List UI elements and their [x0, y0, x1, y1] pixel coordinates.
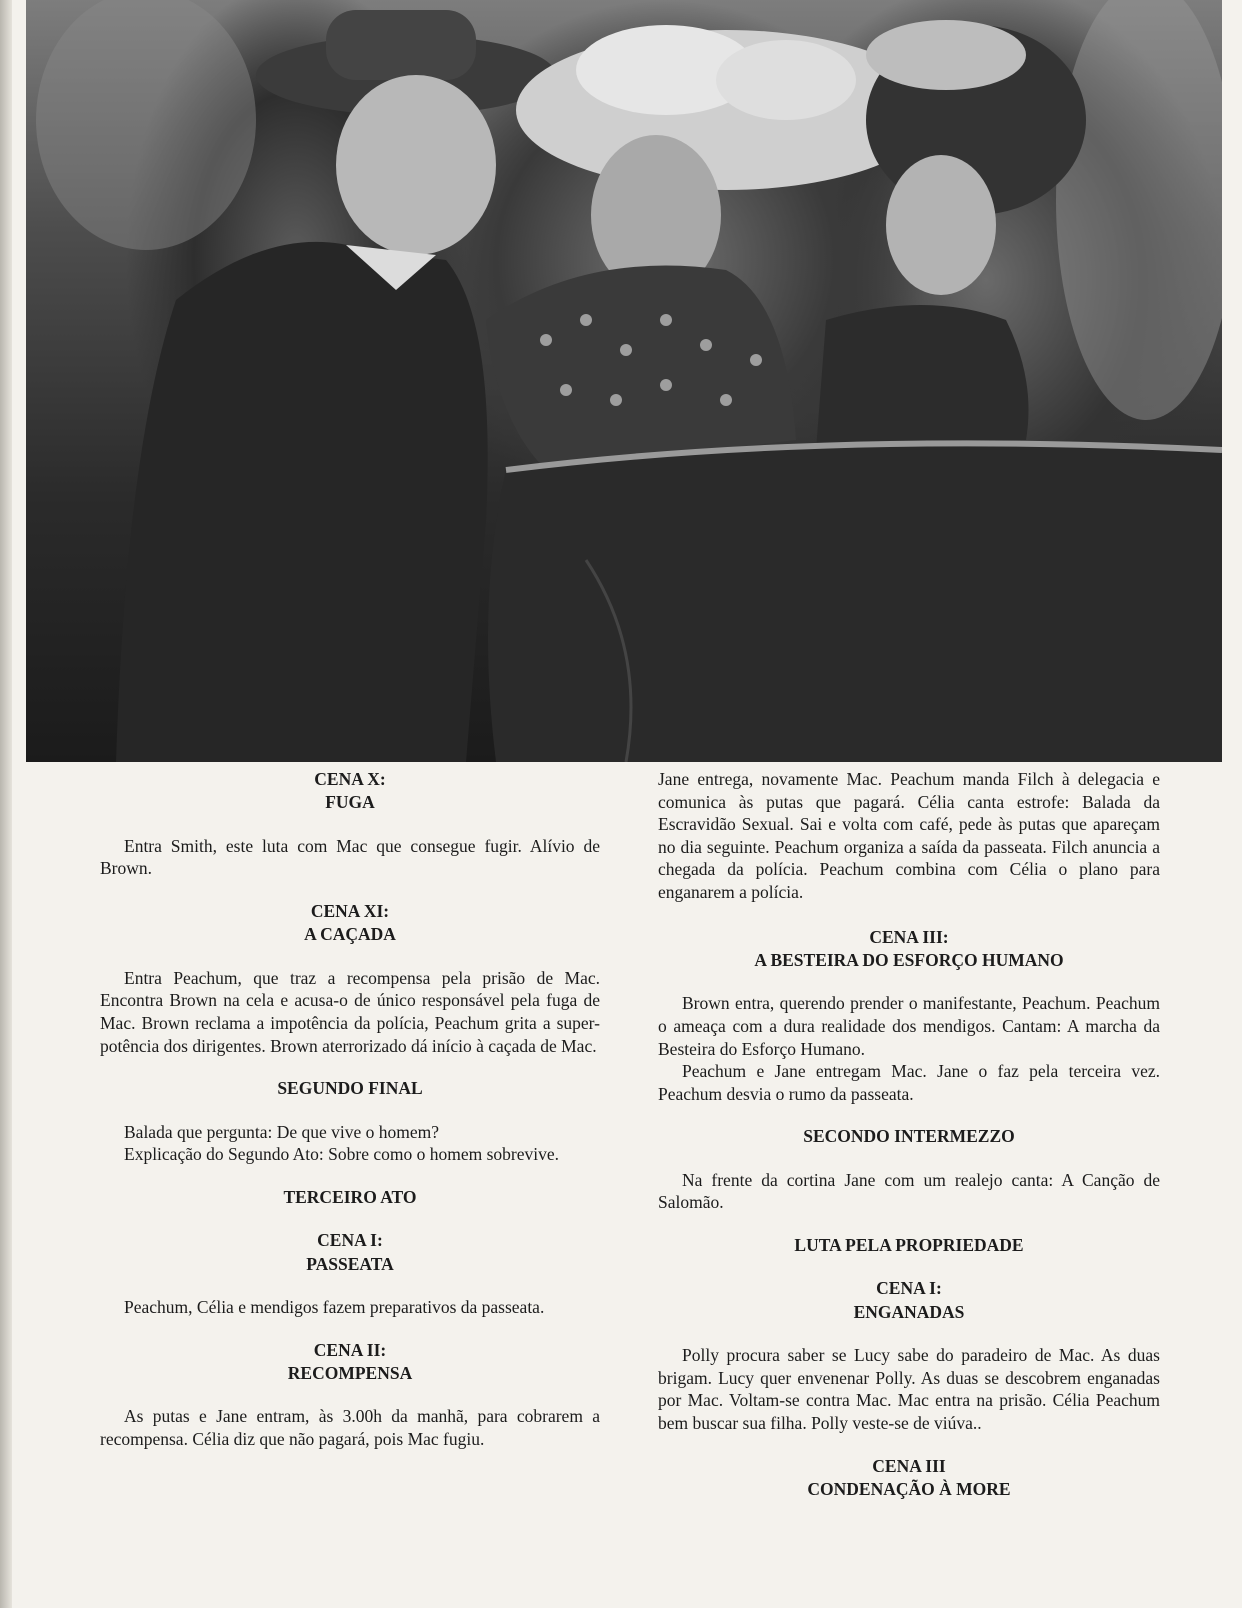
page-binding-edge	[0, 0, 12, 1608]
left-column	[100, 768, 600, 1451]
scene-title: PASSEATA	[306, 1253, 394, 1274]
scene-number: CENA X:	[314, 769, 386, 789]
film-still-photo	[26, 0, 1222, 762]
scene-number: CENA III	[872, 1455, 946, 1476]
section-heading-secondo-intermezzo: SECONDO INTERMEZZO	[803, 1126, 1015, 1147]
scene-paragraph: Peachum e Jane entregam Mac. Jane o faz pela terceira vez. Peachum desvia o rumo da passeata.	[658, 1061, 1160, 1104]
scene-heading-cena-xi	[100, 900, 600, 947]
section-heading-luta-pela-propriedade: LUTA PELA PROPRIEDADE	[794, 1234, 1024, 1255]
scene-paragraph: Polly procura saber se Lucy sabe do paradeiro de Mac. As duas brigam. Lucy quer envenenar Polly. As duas se descobrem enganadas por Mac. Voltam-se contra Mac. Mac entra na prisão. Célia Peachum bem buscar sua filha. Polly veste-se de viúva..	[658, 1345, 1160, 1433]
scene-title: A CAÇADA	[304, 924, 396, 945]
scene-paragraph: Entra Peachum, que traz a recompensa pela prisão de Mac. Encontra Brown na cela e acusa-o de único responsável pela fuga de Mac. Brown reclama a impotência da polícia, Peachum grita a super-potência dos dirigentes. Brown aterrorizado dá início à caçada de Mac.	[100, 967, 600, 1056]
scene-number: CENA XI:	[310, 901, 390, 921]
scene-paragraph: As putas e Jane entram, às 3.00h da manhã, para cobrarem a recompensa. Célia diz que não pagará, pois Mac fugiu.	[100, 1406, 600, 1449]
right-column	[658, 768, 1160, 1501]
scene-heading-cena-iii	[658, 926, 1160, 973]
scene-title: FUGA	[325, 792, 375, 813]
scene-paragraph: Entra Smith, este luta com Mac que consegue fugir. Alívio de Brown.	[100, 835, 600, 879]
scene-heading-cena-i	[100, 1229, 600, 1276]
scene-number: CENA I:	[876, 1278, 942, 1299]
scene-paragraph: Na frente da cortina Jane com um realejo canta: A Canção de Salomão.	[658, 1169, 1160, 1213]
scene-title: CONDENAÇÃO À MORE	[807, 1478, 1011, 1499]
scene-paragraph: Peachum, Célia e mendigos fazem preparativos da passeata.	[124, 1297, 545, 1317]
scene-paragraph-continuation: Jane entrega, novamente Mac. Peachum manda Filch à delegacia e comunica às putas que pagará. Célia canta estrofe: Balada da Escravidão Sexual. Sai e volta com café, pede às putas que apareçam no dia seguinte. Peachum organiza a saída da passeata. Filch anuncia a chegada da polícia. Peachum combina com Célia o plano para enganarem a polícia.	[658, 769, 1160, 902]
photo-figures-icon	[26, 0, 1222, 762]
section-heading-segundo-final: SEGUNDO FINAL	[277, 1078, 423, 1099]
scene-number: CENA III:	[869, 926, 949, 947]
scene-title: ENGANADAS	[853, 1301, 965, 1322]
act-heading-terceiro-ato: TERCEIRO ATO	[283, 1186, 417, 1207]
scene-title: RECOMPENSA	[287, 1363, 413, 1383]
scene-number: CENA I:	[317, 1230, 383, 1251]
scene-heading-cena-ii	[100, 1339, 600, 1386]
scene-heading-cena-x	[100, 768, 600, 815]
scene-paragraph: Brown entra, querendo prender o manifestante, Peachum. Peachum o ameaça com a dura realidade dos mendigos. Cantam: A marcha da Besteira do Esforço Humano.	[658, 993, 1160, 1059]
scene-paragraph: Explicação do Segundo Ato: Sobre como o homem sobrevive.	[124, 1144, 559, 1165]
scene-paragraph: Balada que pergunta: De que vive o homem?	[124, 1121, 440, 1142]
scene-number: CENA II:	[313, 1339, 387, 1360]
scene-heading-cena-iii-condenacao	[658, 1455, 1160, 1502]
scene-heading-cena-i-enganadas	[658, 1277, 1160, 1324]
scene-title: A BESTEIRA DO ESFORÇO HUMANO	[754, 949, 1064, 970]
